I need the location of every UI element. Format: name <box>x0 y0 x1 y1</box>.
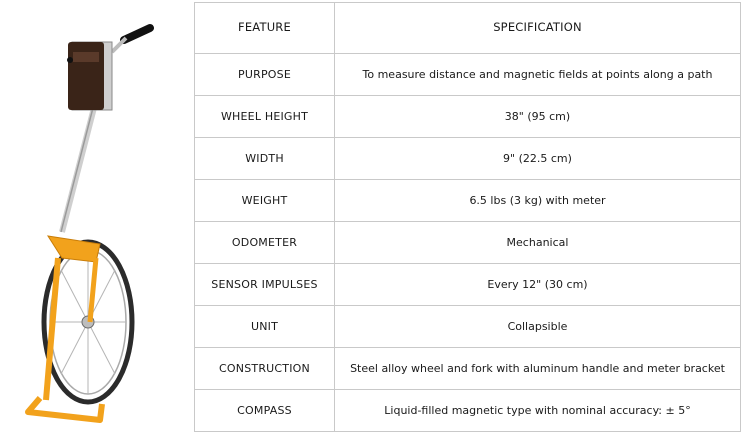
meter-knob <box>67 57 73 63</box>
spec-cell: Liquid-filled magnetic type with nominal accuracy: ± 5° <box>335 390 741 432</box>
table-row <box>195 96 741 138</box>
spec-cell: 38" (95 cm) <box>335 96 741 138</box>
feature-cell: WEIGHT <box>195 180 335 222</box>
table-row <box>195 180 741 222</box>
feature-cell: WHEEL HEIGHT <box>195 96 335 138</box>
spec-cell: Mechanical <box>335 222 741 264</box>
header-feature: FEATURE <box>195 3 335 54</box>
handle-pole <box>62 100 96 232</box>
feature-cell: SENSOR IMPULSES <box>195 264 335 306</box>
feature-cell: WIDTH <box>195 138 335 180</box>
table-row <box>195 306 741 348</box>
table-header-row <box>195 3 741 54</box>
spec-cell: 6.5 lbs (3 kg) with meter <box>335 180 741 222</box>
table-row <box>195 222 741 264</box>
table-row <box>195 390 741 432</box>
table-row <box>195 348 741 390</box>
spec-cell: Steel alloy wheel and fork with aluminum handle and meter bracket <box>335 348 741 390</box>
table-row <box>195 138 741 180</box>
spec-table <box>194 2 741 432</box>
fork-right-leg <box>90 258 96 322</box>
handle-grip <box>124 28 150 40</box>
feature-cell: ODOMETER <box>195 222 335 264</box>
pole-shadow <box>61 100 95 232</box>
handle-bar <box>112 38 126 52</box>
spec-cell: Collapsible <box>335 306 741 348</box>
table-row <box>195 264 741 306</box>
header-specification: SPECIFICATION <box>335 3 741 54</box>
feature-cell: PURPOSE <box>195 54 335 96</box>
meter-window <box>73 52 99 62</box>
spec-cell: To measure distance and magnetic fields at points along a path <box>335 54 741 96</box>
feature-cell: CONSTRUCTION <box>195 348 335 390</box>
feature-cell: UNIT <box>195 306 335 348</box>
table-row <box>195 54 741 96</box>
spec-cell: 9" (22.5 cm) <box>335 138 741 180</box>
feature-cell: COMPASS <box>195 390 335 432</box>
spec-cell: Every 12" (30 cm) <box>335 264 741 306</box>
measuring-wheel-image <box>0 0 190 440</box>
